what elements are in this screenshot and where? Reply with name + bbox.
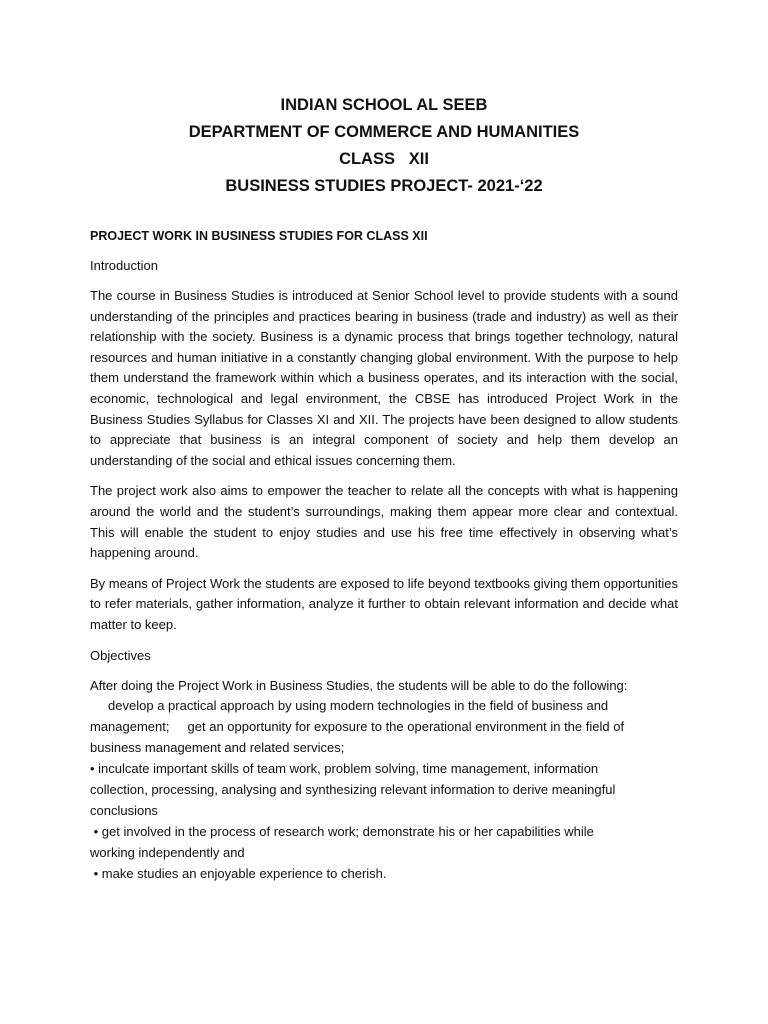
section-title: PROJECT WORK IN BUSINESS STUDIES FOR CLASS XII <box>90 229 428 243</box>
objectives-line: management; get an opportunity for exposure to the operational environment in the field of <box>90 719 625 735</box>
school-name: INDIAN SCHOOL AL SEEB <box>280 96 488 114</box>
objectives-line: • make studies an enjoyable experience to cherish. <box>90 865 387 881</box>
objectives-line: conclusions <box>90 802 158 818</box>
objectives-line: After doing the Project Work in Business Studies, the students will be able to do the following: <box>90 677 628 693</box>
document-header <box>90 92 678 200</box>
objectives-list <box>90 676 678 885</box>
objectives-line: collection, processing, analysing and synthesizing relevant information to derive meaningful <box>90 782 616 798</box>
project-title: BUSINESS STUDIES PROJECT- 2021-‘22 <box>225 177 543 195</box>
objectives-line: business management and related services; <box>90 740 345 756</box>
objectives-line: develop a practical approach by using modern technologies in the field of business and <box>90 698 609 714</box>
objectives-heading: Objectives <box>90 647 151 663</box>
introduction-paragraph: By means of Project Work the students are exposed to life beyond textbooks giving them opportunities to refer materials, gather information, analyze it further to obtain relevant information and decide what matter to keep. <box>90 575 678 632</box>
introduction-paragraph: The course in Business Studies is introduced at Senior School level to provide students with a sound understanding of the principles and practices bearing in business (trade and industry) as well as their relationship with the society. Business is a dynamic process that brings together technology, natural resources and human initiative in a constantly changing global environment. With the purpose to help them understand the framework within which a business operates, and its interaction with the social, economic, technological and legal environment, the CBSE has introduced Project Work in the Business Studies Syllabus for Classes XI and XII. The projects have been designed to allow students to appreciate that business is an integral component of society and help them develop an understanding of the social and ethical issues concerning them. <box>90 288 678 468</box>
objectives-line: • inculcate important skills of team work, problem solving, time management, information <box>90 761 599 777</box>
document-page <box>90 92 678 885</box>
introduction-paragraph: The project work also aims to empower the teacher to relate all the concepts with what is happening around the world and the student’s surroundings, making them appear more clear and contextual. This will enable the student to enjoy studies and use his free time effectively in observing what’s happening around. <box>90 483 678 561</box>
objectives-line: working independently and <box>90 844 245 860</box>
objectives-line: • get involved in the process of research work; demonstrate his or her capabilities while <box>90 823 594 839</box>
department-name: DEPARTMENT OF COMMERCE AND HUMANITIES <box>188 123 580 141</box>
introduction-heading: Introduction <box>90 258 158 273</box>
class-label: CLASS XII <box>339 150 429 168</box>
